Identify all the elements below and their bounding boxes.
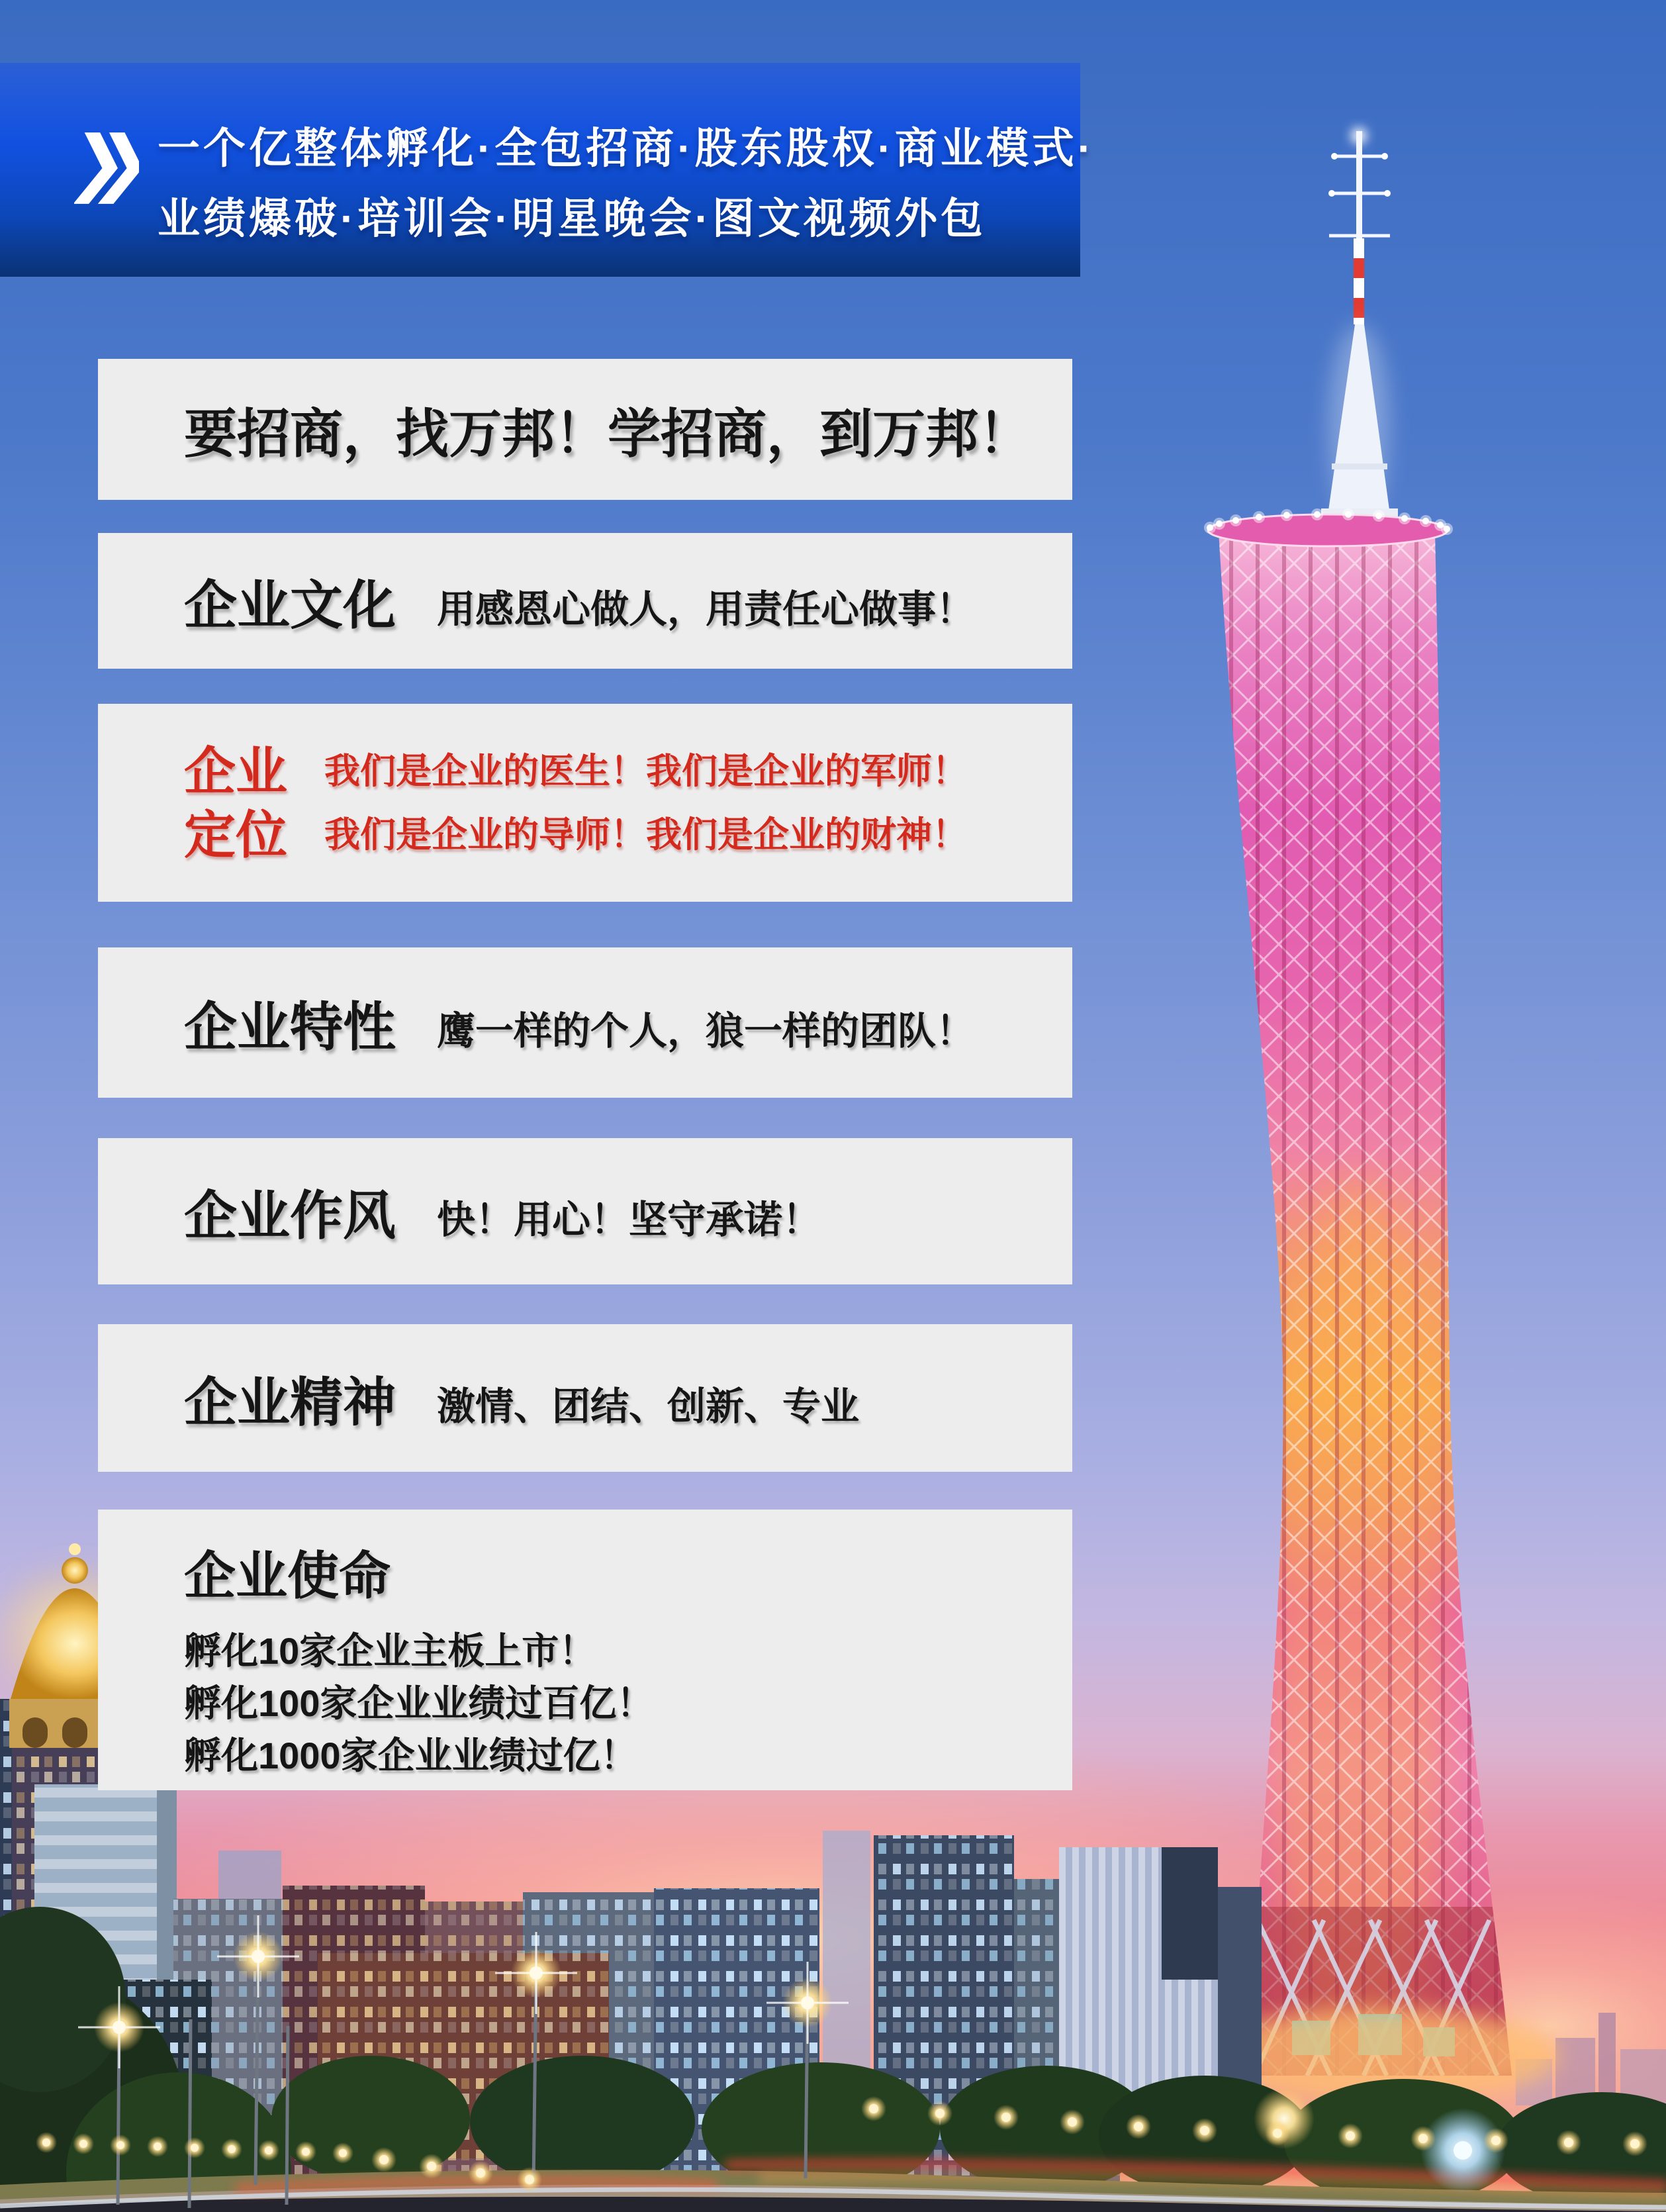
- double-chevron-right-icon: [74, 129, 139, 207]
- banner-line-2: 业绩爆破·培训会·明星晚会·图文视频外包: [158, 195, 986, 242]
- positioning-title-line2: 定位: [184, 805, 288, 864]
- traits-title: 企业特性: [184, 998, 396, 1057]
- culture-subtitle: 用感恩心做人，用责任心做事！: [437, 587, 975, 631]
- culture-title: 企业文化: [184, 576, 396, 635]
- workstyle-title: 企业作风: [184, 1186, 396, 1245]
- traits-panel: [98, 947, 1072, 1098]
- positioning-line1: 我们是企业的医生！我们是企业的军师！: [324, 751, 968, 791]
- header-banner: [0, 63, 1095, 277]
- slogan-panel: [98, 359, 1072, 500]
- mission-line: 孵化1000家企业业绩过亿！: [184, 1735, 637, 1776]
- positioning-title-line1: 企业: [184, 742, 288, 800]
- mission-lines: [184, 1625, 1072, 1782]
- positioning-statements: [324, 740, 968, 867]
- mission-line: 孵化100家企业业绩过百亿！: [184, 1682, 654, 1724]
- spirit-title: 企业精神: [184, 1373, 396, 1432]
- workstyle-subtitle: 快！用心！坚守承诺！: [437, 1198, 821, 1241]
- mission-line: 孵化10家企业主板上市！: [184, 1630, 596, 1672]
- mission-panel: [98, 1510, 1072, 1790]
- workstyle-panel: [98, 1138, 1072, 1284]
- positioning-title: [184, 740, 287, 867]
- traits-subtitle: 鹰一样的个人，狼一样的团队！: [437, 1009, 975, 1053]
- spirit-panel: [98, 1324, 1072, 1472]
- banner-text: [158, 113, 1095, 254]
- positioning-line2: 我们是企业的导师！我们是企业的财神！: [324, 814, 968, 855]
- banner-line-1: 一个亿整体孵化·全包招商·股东股权·商业模式·: [158, 124, 1095, 172]
- spirit-subtitle: 激情、团结、创新、专业: [437, 1384, 860, 1428]
- culture-panel: [98, 533, 1072, 669]
- mission-title: 企业使命: [184, 1547, 391, 1605]
- slogan-text: 要招商，找万邦！学招商，到万邦！: [184, 405, 1031, 463]
- positioning-panel: [98, 704, 1072, 902]
